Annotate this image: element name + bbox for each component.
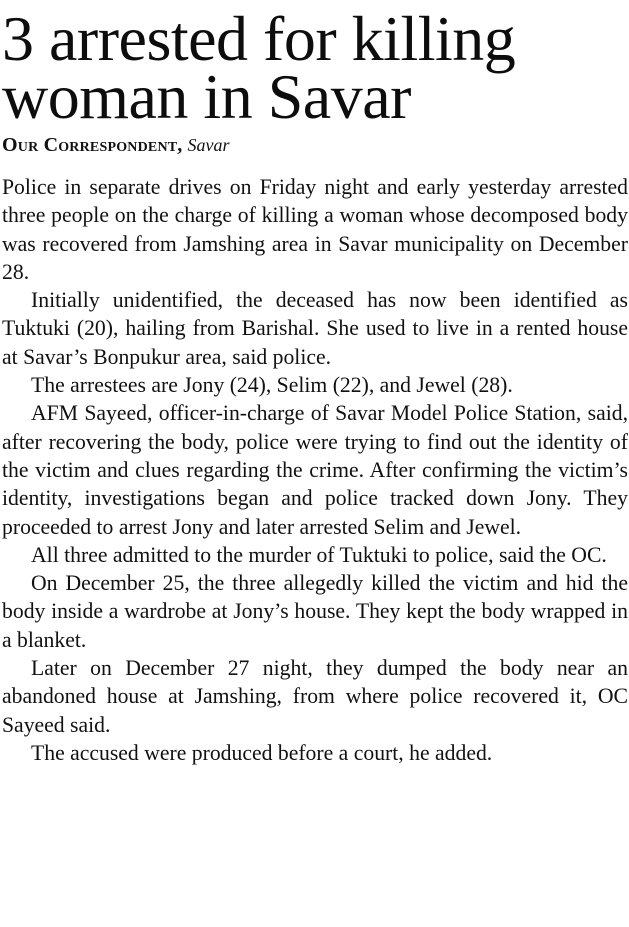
paragraph: The arrestees are Jony (24), Selim (22), and Jewel (28). [31,373,513,398]
headline-line-1: 3 arrested for killing [2,3,516,74]
headline [2,0,629,132]
byline [2,133,629,157]
paragraph: All three admitted to the murder of Tuktuki to police, said the OC. [31,542,607,567]
paragraph: Police in separate drives on Friday night and early yesterday arrested three people on the charge of killing a woman whose decomposed body was recovered from Jamshing area in Savar municipality on December 28. [2,175,628,284]
paragraph: AFM Sayeed, officer-in-charge of Savar Model Police Station, said, after recovering the body, police were trying to find out the identity of the victim and clues regarding the crime. After confirming the victim’s identity, investigations began and police tracked down Jony. They proceeded to arrest Jony and later arrested Selim and Jewel. [2,401,628,539]
headline-line-2: woman in Savar [2,61,411,132]
paragraph: On December 25, the three allegedly killed the victim and hid the body inside a wardrobe at Jony’s house. They kept the body wrapped in a blanket. [2,571,628,652]
article-body [2,173,628,767]
paragraph: The accused were produced before a court, he added. [31,740,493,765]
paragraph: Initially unidentified, the deceased has now been identified as Tuktuki (20), hailing from Barishal. She used to live in a rented house at Savar’s Bonpukur area, said police. [2,288,628,369]
byline-author: Our Correspondent, [2,134,183,156]
paragraph: Later on December 27 night, they dumped the body near an abandoned house at Jamshing, from where police recovered it, OC Sayeed said. [2,656,628,737]
byline-location: Savar [187,135,230,155]
